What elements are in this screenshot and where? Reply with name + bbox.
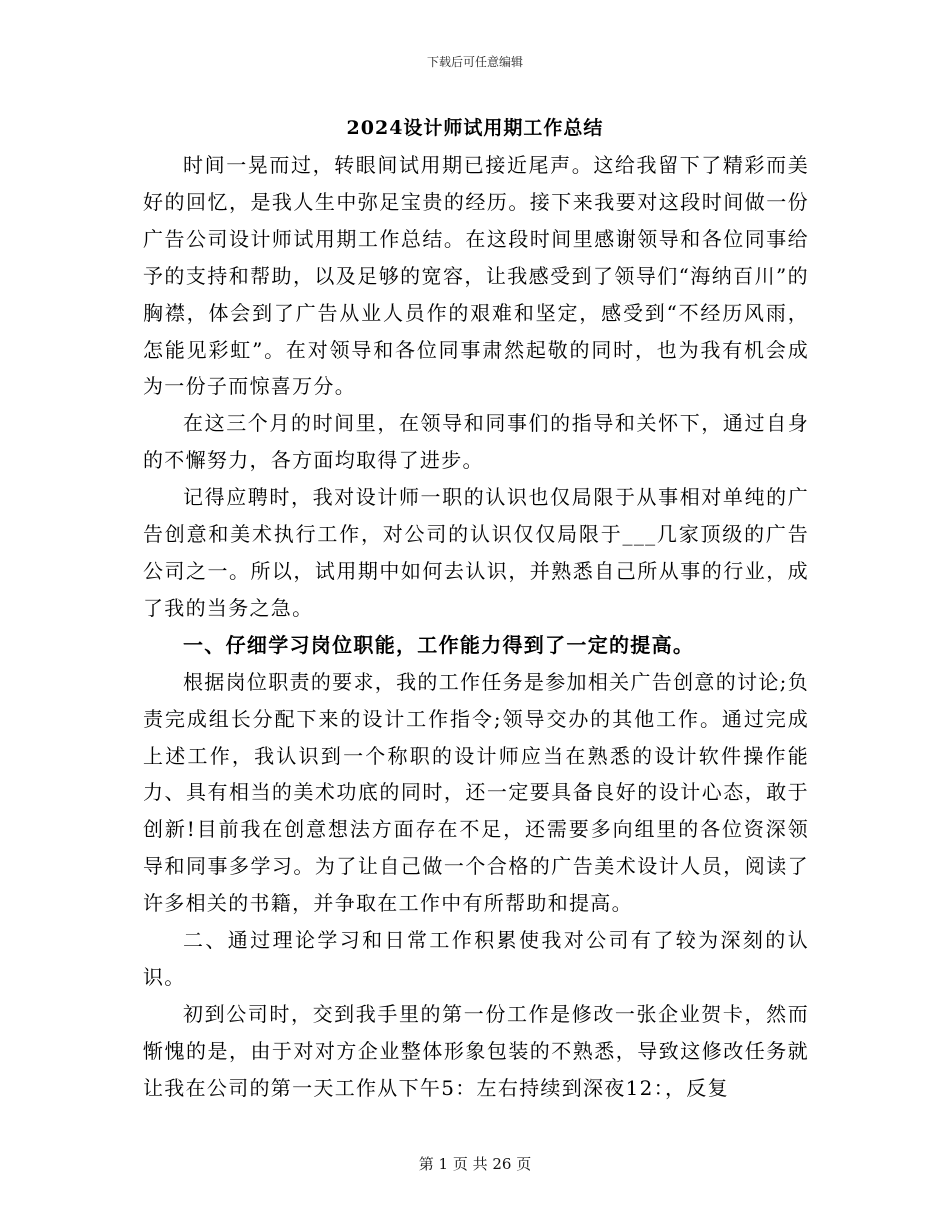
paragraph-intro: 时间一晃而过，转眼间试用期已接近尾声。这给我留下了精彩而美好的回忆，是我人生中弥足宝贵的经历。接下来我要对这段时间做一份广告公司设计师试用期工作总结。在这段时间里感谢领导和各位同事给予的支持和帮助，以及足够的宽容，让我感受到了领导们“海纳百川”的胸襟，体会到了广告从业人员作的艰难和坚定，感受到“不经历风雨，怎能见彩虹”。在对领导和各位同事肃然起敬的同时，也为我有机会成为一份子而惊喜万分。	[143, 153, 809, 399]
page-number: 第 1 页 共 26 页	[418, 1155, 532, 1173]
paragraph-recall: 记得应聘时，我对设计师一职的认识也仅局限于从事相对单纯的广告创意和美术执行工作，对公司的认识仅仅局限于___几家顶级的广告公司之一。所以，试用期中如何去认识，并熟悉自己所从事的行业，成了我的当务之急。	[143, 485, 809, 620]
header-note: 下载后可任意编辑	[426, 55, 523, 69]
document-title: 2024设计师试用期工作总结	[346, 117, 604, 139]
document-body	[143, 147, 809, 1107]
section-heading-1: 一、仔细学习岗位职能，工作能力得到了一定的提高。	[183, 632, 695, 657]
paragraph-first-task: 初到公司时，交到我手里的第一份工作是修改一张企业贺卡，然而惭愧的是，由于对对方企业整体形象包装的不熟悉，导致这修改任务就让我在公司的第一天工作从下午5：左右持续到深夜12：，反复	[143, 1001, 809, 1100]
paragraph-duties: 根据岗位职责的要求，我的工作任务是参加相关广告创意的讨论;负责完成组长分配下来的设计工作指令;领导交办的其他工作。通过完成上述工作，我认识到一个称职的设计师应当在熟悉的设计软件操作能力、具有相当的美术功底的同时，还一定要具备良好的设计心态，敢于创新!目前我在创意想法方面存在不足，还需要多向组里的各位资深领导和同事多学习。为了让自己做一个合格的广告美术设计人员，阅读了许多相关的书籍，并争取在工作中有所帮助和提高。	[143, 669, 809, 916]
paragraph-progress: 在这三个月的时间里，在领导和同事们的指导和关怀下，通过自身的不懈努力，各方面均取得了进步。	[143, 411, 809, 473]
section-heading-2: 二、通过理论学习和日常工作积累使我对公司有了较为深刻的认识。	[143, 928, 809, 989]
